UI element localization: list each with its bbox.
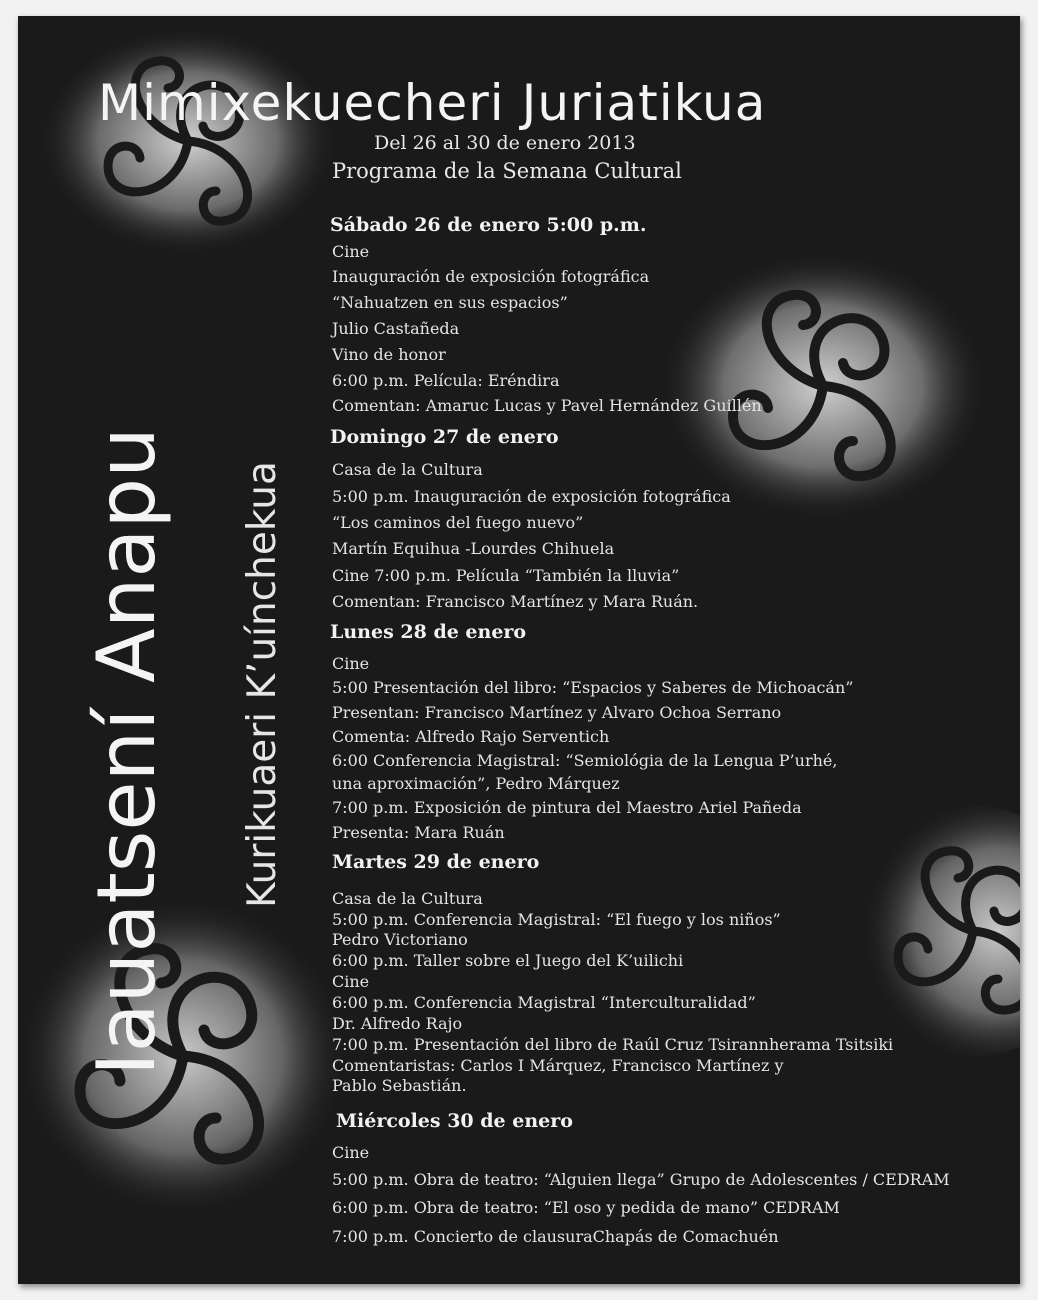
event-line: Presenta: Mara Ruán	[332, 823, 505, 842]
vertical-main-title: Iauatsení Anapu	[80, 427, 173, 1076]
event-line: Casa de la Cultura	[332, 460, 483, 479]
day-heading-tuesday: Martes 29 de enero	[332, 851, 540, 873]
event-line: Cine	[332, 242, 370, 261]
event-line: 5:00 Presentación del libro: “Espacios y Saberes de Michoacán”	[332, 678, 854, 697]
day-heading-sunday: Domingo 27 de enero	[330, 426, 559, 448]
date-range: Del 26 al 30 de enero 2013	[374, 132, 636, 154]
day-heading-wednesday: Miércoles 30 de enero	[336, 1110, 573, 1132]
event-line: Vino de honor	[332, 345, 446, 364]
event-line: 7:00 p.m. Presentación del libro de Raúl Cruz Tsirannherama Tsitsiki	[332, 1035, 894, 1054]
event-line: Presentan: Francisco Martínez y Alvaro Ochoa Serrano	[332, 703, 782, 722]
event-line: Pedro Victoriano	[332, 930, 468, 949]
swirl-ornament-bottom-right	[848, 806, 1020, 1056]
event-line: Casa de la Cultura	[332, 889, 483, 908]
event-line: 7:00 p.m. Concierto de clausuraChapás de Comachuén	[332, 1227, 779, 1246]
event-line: 6:00 p.m. Taller sobre el Juego del K’uilichi	[332, 951, 684, 970]
event-line: Comenta: Alfredo Rajo Serventich	[332, 727, 610, 746]
poster	[18, 16, 1020, 1284]
vertical-sub-title: Kurikuaeri K’uínchekua	[240, 461, 285, 908]
event-line: Cine	[332, 654, 370, 673]
event-line: Julio Castañeda	[332, 319, 460, 338]
event-line: “Nahuatzen en sus espacios”	[332, 293, 568, 312]
event-line: una aproximación”, Pedro Márquez	[332, 774, 620, 793]
event-line: 6:00 p.m. Película: Eréndira	[332, 371, 560, 390]
program-subtitle: Programa de la Semana Cultural	[332, 159, 682, 183]
event-line: Inauguración de exposición fotográfica	[332, 267, 650, 286]
event-line: 7:00 p.m. Exposición de pintura del Maestro Ariel Pañeda	[332, 798, 802, 817]
event-line: Pablo Sebastián.	[332, 1076, 467, 1095]
event-line: Cine	[332, 1143, 370, 1162]
event-line: Comentan: Amaruc Lucas y Pavel Hernández Guillén	[332, 396, 762, 415]
day-heading-monday: Lunes 28 de enero	[330, 621, 527, 643]
event-line: 6:00 p.m. Conferencia Magistral “Interculturalidad”	[332, 993, 756, 1012]
event-line: 5:00 p.m. Obra de teatro: “Alguien llega” Grupo de Adolescentes / CEDRAM	[332, 1170, 950, 1189]
day-heading-saturday: Sábado 26 de enero 5:00 p.m.	[330, 214, 647, 236]
swirl-ornament-middle-right	[658, 251, 988, 521]
event-line: Comentaristas: Carlos I Márquez, Francisco Martínez y	[332, 1056, 784, 1075]
event-line: Cine	[332, 972, 370, 991]
swirl-ornament-bottom-left	[18, 896, 348, 1216]
swirl-ornament-top-left	[38, 26, 338, 256]
event-line: 5:00 p.m. Inauguración de exposición fotográfica	[332, 487, 731, 506]
event-line: “Los caminos del fuego nuevo”	[332, 513, 584, 532]
event-line: Dr. Alfredo Rajo	[332, 1014, 463, 1033]
event-line: Cine 7:00 p.m. Película “También la lluvia”	[332, 566, 680, 585]
poster-title: Mimixekuecheri Juriatikua	[98, 74, 767, 132]
event-line: 6:00 Conferencia Magistral: “Semiológia de la Lengua P’urhé,	[332, 751, 838, 770]
event-line: 6:00 p.m. Obra de teatro: “El oso y pedida de mano” CEDRAM	[332, 1198, 840, 1217]
event-line: Comentan: Francisco Martínez y Mara Ruán.	[332, 592, 699, 611]
event-line: 5:00 p.m. Conferencia Magistral: “El fuego y los niños”	[332, 910, 781, 929]
event-line: Martín Equihua -Lourdes Chihuela	[332, 539, 615, 558]
